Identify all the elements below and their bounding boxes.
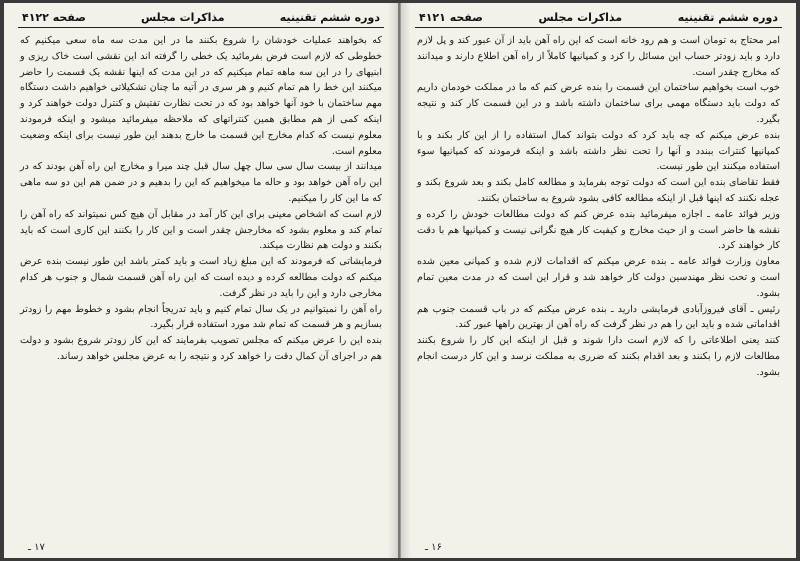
paragraph: میدانند از بیست سال سی سال چهل سال قبل چند میرا و مخارج این راه آهن بودند که در این راه آهن خواهد بود و حاله ما میخواهیم که این را بدهیم و در ضمن هم این دو سه ماهی که ما این کار را میکنیم. bbox=[20, 161, 382, 204]
left-gutter-shadow bbox=[388, 3, 398, 558]
paragraph: بنده عرض میکنم که چه باید کرد که دولت بتواند کمال استفاده را از این کار بکند و با کمپانیها کنترات ببندد و آنها را تحت نظر داشته باشد و اینکه فرمودند که کمپانیها سوء استفاده میکنند این طور نیست. bbox=[417, 129, 780, 173]
right-folio: ۱۶ ـ bbox=[425, 542, 442, 553]
right-page-body bbox=[417, 33, 780, 536]
paragraph: که بخواهند عملیات خودشان را شروع بکنند ما در این مدت سه ماه سعی میکنیم که خطوطی که لازم است فرض بفرمائید یک خطی را گرفته اند این نقشی است خاک ریزی و ابنیهای را در این سه ماهه تمام میکنیم که در این مدت که اینها نقشه یک قسمت را حاضر میکنند این خط را هم تمام کنیم و هر سری در آتیه ما چنان تشکیلاتی خواهیم داشت دستگاه مهم ساختمان با خود آنها خواهد بود که در تحت نظارت تفتیش و کنترل دولت خواهند کرد و اینکه کمی از هم مطابق همین کنتراتهای که ملاحظه میفرمائید میشود و اینکه فرمودند معلوم نیست که کدام مخارج این قسمت ما خارج بدهند این طور نیست برای اینکه وضعیت معلوم است. bbox=[20, 35, 382, 157]
paragraph: وزیر فوائد عامه ـ اجازه میفرمائید بنده عرض کنم که دولت مطالعات خودش را کرده و نقشه ها حاضر است و از حیث مخارج و کیفیت کار هیچ نگرانی نیست و کمپانیها هم با دقت کار خواهند کرد. bbox=[417, 208, 780, 252]
left-page bbox=[4, 3, 400, 558]
left-header-session: دوره ششم تقنینیه bbox=[279, 10, 380, 24]
right-header-page-number: صفحه ۴۱۲۱ bbox=[419, 10, 483, 24]
left-folio: ۱۷ ـ bbox=[28, 542, 45, 553]
left-page-header bbox=[22, 9, 380, 25]
paragraph: فرمایشاتی که فرمودند که این مبلغ زیاد است و باید کمتر باشد این طور نیست بنده عرض میکنم که دولت مطالعه کرده و دیده است که این راه آهن قسمت شمال و جنوب هر کدام مخارجی دارد و این را باید در نظر گرفت. bbox=[20, 256, 382, 299]
right-page bbox=[400, 3, 796, 558]
paragraph: فقط تقاضای بنده این است که دولت توجه بفرماید و مطالعه کامل بکند و بعد شروع بکند و عجله نکنند که اینها قبل از اینکه مطالعه کافی بشود شروع به ساختمان بکنند. bbox=[417, 177, 780, 204]
paragraph: خوب است بخواهیم ساختمان این قسمت را بنده عرض کنم که ما در مملکت خودمان داریم که دولت باید دستگاه مهمی برای ساختمان داشته باشد و در این قسمت کار کند و نتیجه بگیرد. bbox=[417, 82, 780, 125]
paragraph: بنده این را عرض میکنم که مجلس تصویب بفرمایند که این کار زودتر شروع بشود و دولت هم در اجرای آن کمال دقت را خواهد کرد و نتیجه را به عرض مجلس خواهد رساند. bbox=[20, 335, 382, 362]
paragraph: کنند یعنی اطلاعاتی را که لازم است دارا شوند و قبل از اینکه این کار را شروع بکنند مطالعات لازم را بکنند و بعد اقدام بکنند که ضرری به مملکت نرسد و این کار درست انجام بشود. bbox=[417, 335, 780, 378]
right-page-header bbox=[419, 9, 778, 25]
left-header-page-number: صفحه ۴۱۲۲ bbox=[22, 10, 86, 24]
book-spread bbox=[4, 3, 796, 558]
left-header-title: مذاکرات مجلس bbox=[140, 10, 225, 24]
right-header-session: دوره ششم تقنینیه bbox=[677, 10, 778, 24]
paragraph: امر محتاج به تومان است و هم رود خانه است که این راه آهن باید از آن عبور کند و پل لازم دارد و باید زودتر حساب این مسائل را کرد و کمپانیها کاملاً از راه آهن اطلاع دارند و میدانند که مخارج چقدر است. bbox=[417, 35, 780, 78]
paragraph: راه آهن را نمیتوانیم در یک سال تمام کنیم و باید تدریجاً انجام بشود و خطوط مهم را زودتر بسازیم و هر قسمت که تمام شد مورد استفاده قرار بگیرد. bbox=[20, 303, 382, 331]
paragraph: معاون وزارت فوائد عامه ـ بنده عرض میکنم که اقدامات لازم شده و کمپانی معین شده است و تحت نظر مهندسین دولت کار خواهد شد و قرار این است که در مدت معین تمام بشود. bbox=[417, 256, 780, 299]
right-gutter-shadow bbox=[401, 3, 411, 558]
left-header-rule bbox=[18, 27, 384, 28]
paragraph: رئیس ـ آقای فیروزآبادی فرمایشی دارید ـ بنده عرض میکنم که در باب قسمت جنوب هم اقداماتی شده و باید این را هم در نظر گرفت که راه آهن از بهترین راهها عبور کند. bbox=[417, 303, 780, 331]
right-header-title: مذاکرات مجلس bbox=[538, 10, 623, 24]
paragraph: لازم است که اشخاص معینی برای این کار آمد در مقابل آن هیچ کس نمیتواند که راه آهن را تمام کند و معلوم بشود که مخارجش چقدر است و این کار را بکنند این کاری است که باید بکنند و دولت هم نظارت میکند. bbox=[20, 208, 382, 252]
right-header-rule bbox=[415, 27, 782, 28]
left-page-body bbox=[20, 33, 382, 536]
